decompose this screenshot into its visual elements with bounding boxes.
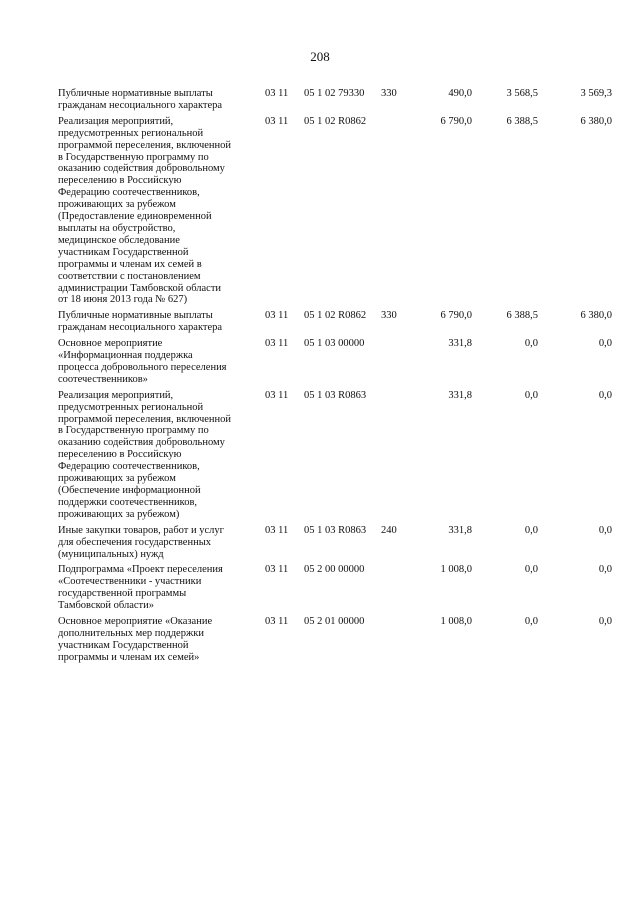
- table-row: [58, 525, 618, 561]
- amount-year-1: 6 790,0: [440, 310, 472, 322]
- target-article-code: 05 1 03 R0863: [304, 524, 367, 536]
- amount-year-3: 3 569,3: [580, 88, 612, 99]
- row-name: Реализация мероприятий, предусмотренных региональной программой переселения, включенной в Государственную программу по оказанию содействия добровольному переселению в Российскую Федерацию соотечественников, проживающих за рубежом (Обеспечение информационной поддержки соотечественников, проживающих за рубежом): [58, 389, 232, 520]
- section-code: 03 11: [265, 564, 289, 576]
- row-name: Иные закупки товаров, работ и услуг для обеспечения государственных (муниципальных) нужд: [58, 524, 224, 560]
- row-name: Основное мероприятие «Информационная поддержка процесса добровольного переселения соотечественников»: [58, 338, 227, 385]
- amount-year-3: 0,0: [598, 389, 612, 401]
- amount-year-2: 6 388,5: [506, 310, 538, 322]
- target-article-code: 05 1 02 R0862: [304, 310, 367, 322]
- amount-year-2: 6 388,5: [506, 115, 538, 127]
- amount-year-2: 3 568,5: [506, 88, 538, 99]
- section-code: 03 11: [265, 115, 289, 127]
- target-article-code: 05 2 01 00000: [304, 616, 365, 628]
- amount-year-1: 490,0: [448, 88, 472, 99]
- target-article-code: 05 1 02 R0862: [304, 115, 367, 127]
- expense-type-code: 330: [381, 310, 397, 322]
- amount-year-1: 331,8: [448, 389, 472, 401]
- table-row: [58, 88, 618, 112]
- row-name: Реализация мероприятий, предусмотренных региональной программой переселения, включенной в Государственную программу по оказанию содействия добровольному переселению в Российскую Федерацию соотечественников, проживающих за рубежом (Предоставление единовременной выплаты на обустройство, медицинское обследование участникам Государственной программы и членам их семей в соответствии с постановлением администрации Тамбовской области от 18 июня 2013 года № 627): [58, 115, 232, 306]
- amount-year-2: 0,0: [524, 389, 538, 401]
- amount-year-1: 1 008,0: [440, 564, 472, 576]
- amount-year-3: 6 380,0: [580, 115, 612, 127]
- amount-year-1: 6 790,0: [440, 115, 472, 127]
- amount-year-1: 331,8: [448, 338, 472, 350]
- amount-year-3: 0,0: [598, 564, 612, 576]
- table-row: [58, 390, 618, 521]
- section-code: 03 11: [265, 338, 289, 350]
- section-code: 03 11: [265, 616, 289, 628]
- table-row: [58, 116, 618, 307]
- amount-year-3: 0,0: [598, 524, 612, 536]
- amount-year-2: 0,0: [524, 616, 538, 628]
- amount-year-3: 6 380,0: [580, 310, 612, 322]
- target-article-code: 05 1 03 R0863: [304, 389, 367, 401]
- amount-year-1: 1 008,0: [440, 616, 472, 628]
- row-name: Подпрограмма «Проект переселения «Соотечественники - участники государственной программы Тамбовской области»: [58, 564, 223, 612]
- expense-type-code: 240: [381, 524, 397, 536]
- amount-year-1: 331,8: [448, 524, 472, 536]
- row-name: Публичные нормативные выплаты гражданам несоциального характера: [58, 310, 223, 334]
- section-code: 03 11: [265, 524, 289, 536]
- amount-year-3: 0,0: [598, 616, 612, 628]
- section-code: 03 11: [265, 310, 289, 322]
- section-code: 03 11: [265, 389, 289, 401]
- table-row: [58, 338, 618, 386]
- target-article-code: 05 2 00 00000: [304, 564, 365, 576]
- amount-year-3: 0,0: [598, 338, 612, 350]
- row-name: Публичные нормативные выплаты гражданам несоциального характера: [58, 88, 223, 111]
- amount-year-2: 0,0: [524, 524, 538, 536]
- table-row: [58, 616, 618, 664]
- expense-type-code: 330: [381, 88, 397, 99]
- budget-table: [58, 88, 618, 668]
- row-name: Основное мероприятие «Оказание дополнительных мер поддержки участникам Государственной программы и членам их семей»: [58, 616, 213, 663]
- table-row: [58, 564, 618, 612]
- section-code: 03 11: [265, 88, 289, 99]
- amount-year-2: 0,0: [524, 338, 538, 350]
- page-number: 208: [310, 49, 330, 64]
- table-row: [58, 310, 618, 334]
- amount-year-2: 0,0: [524, 564, 538, 576]
- target-article-code: 05 1 02 79330: [304, 88, 365, 99]
- target-article-code: 05 1 03 00000: [304, 338, 365, 350]
